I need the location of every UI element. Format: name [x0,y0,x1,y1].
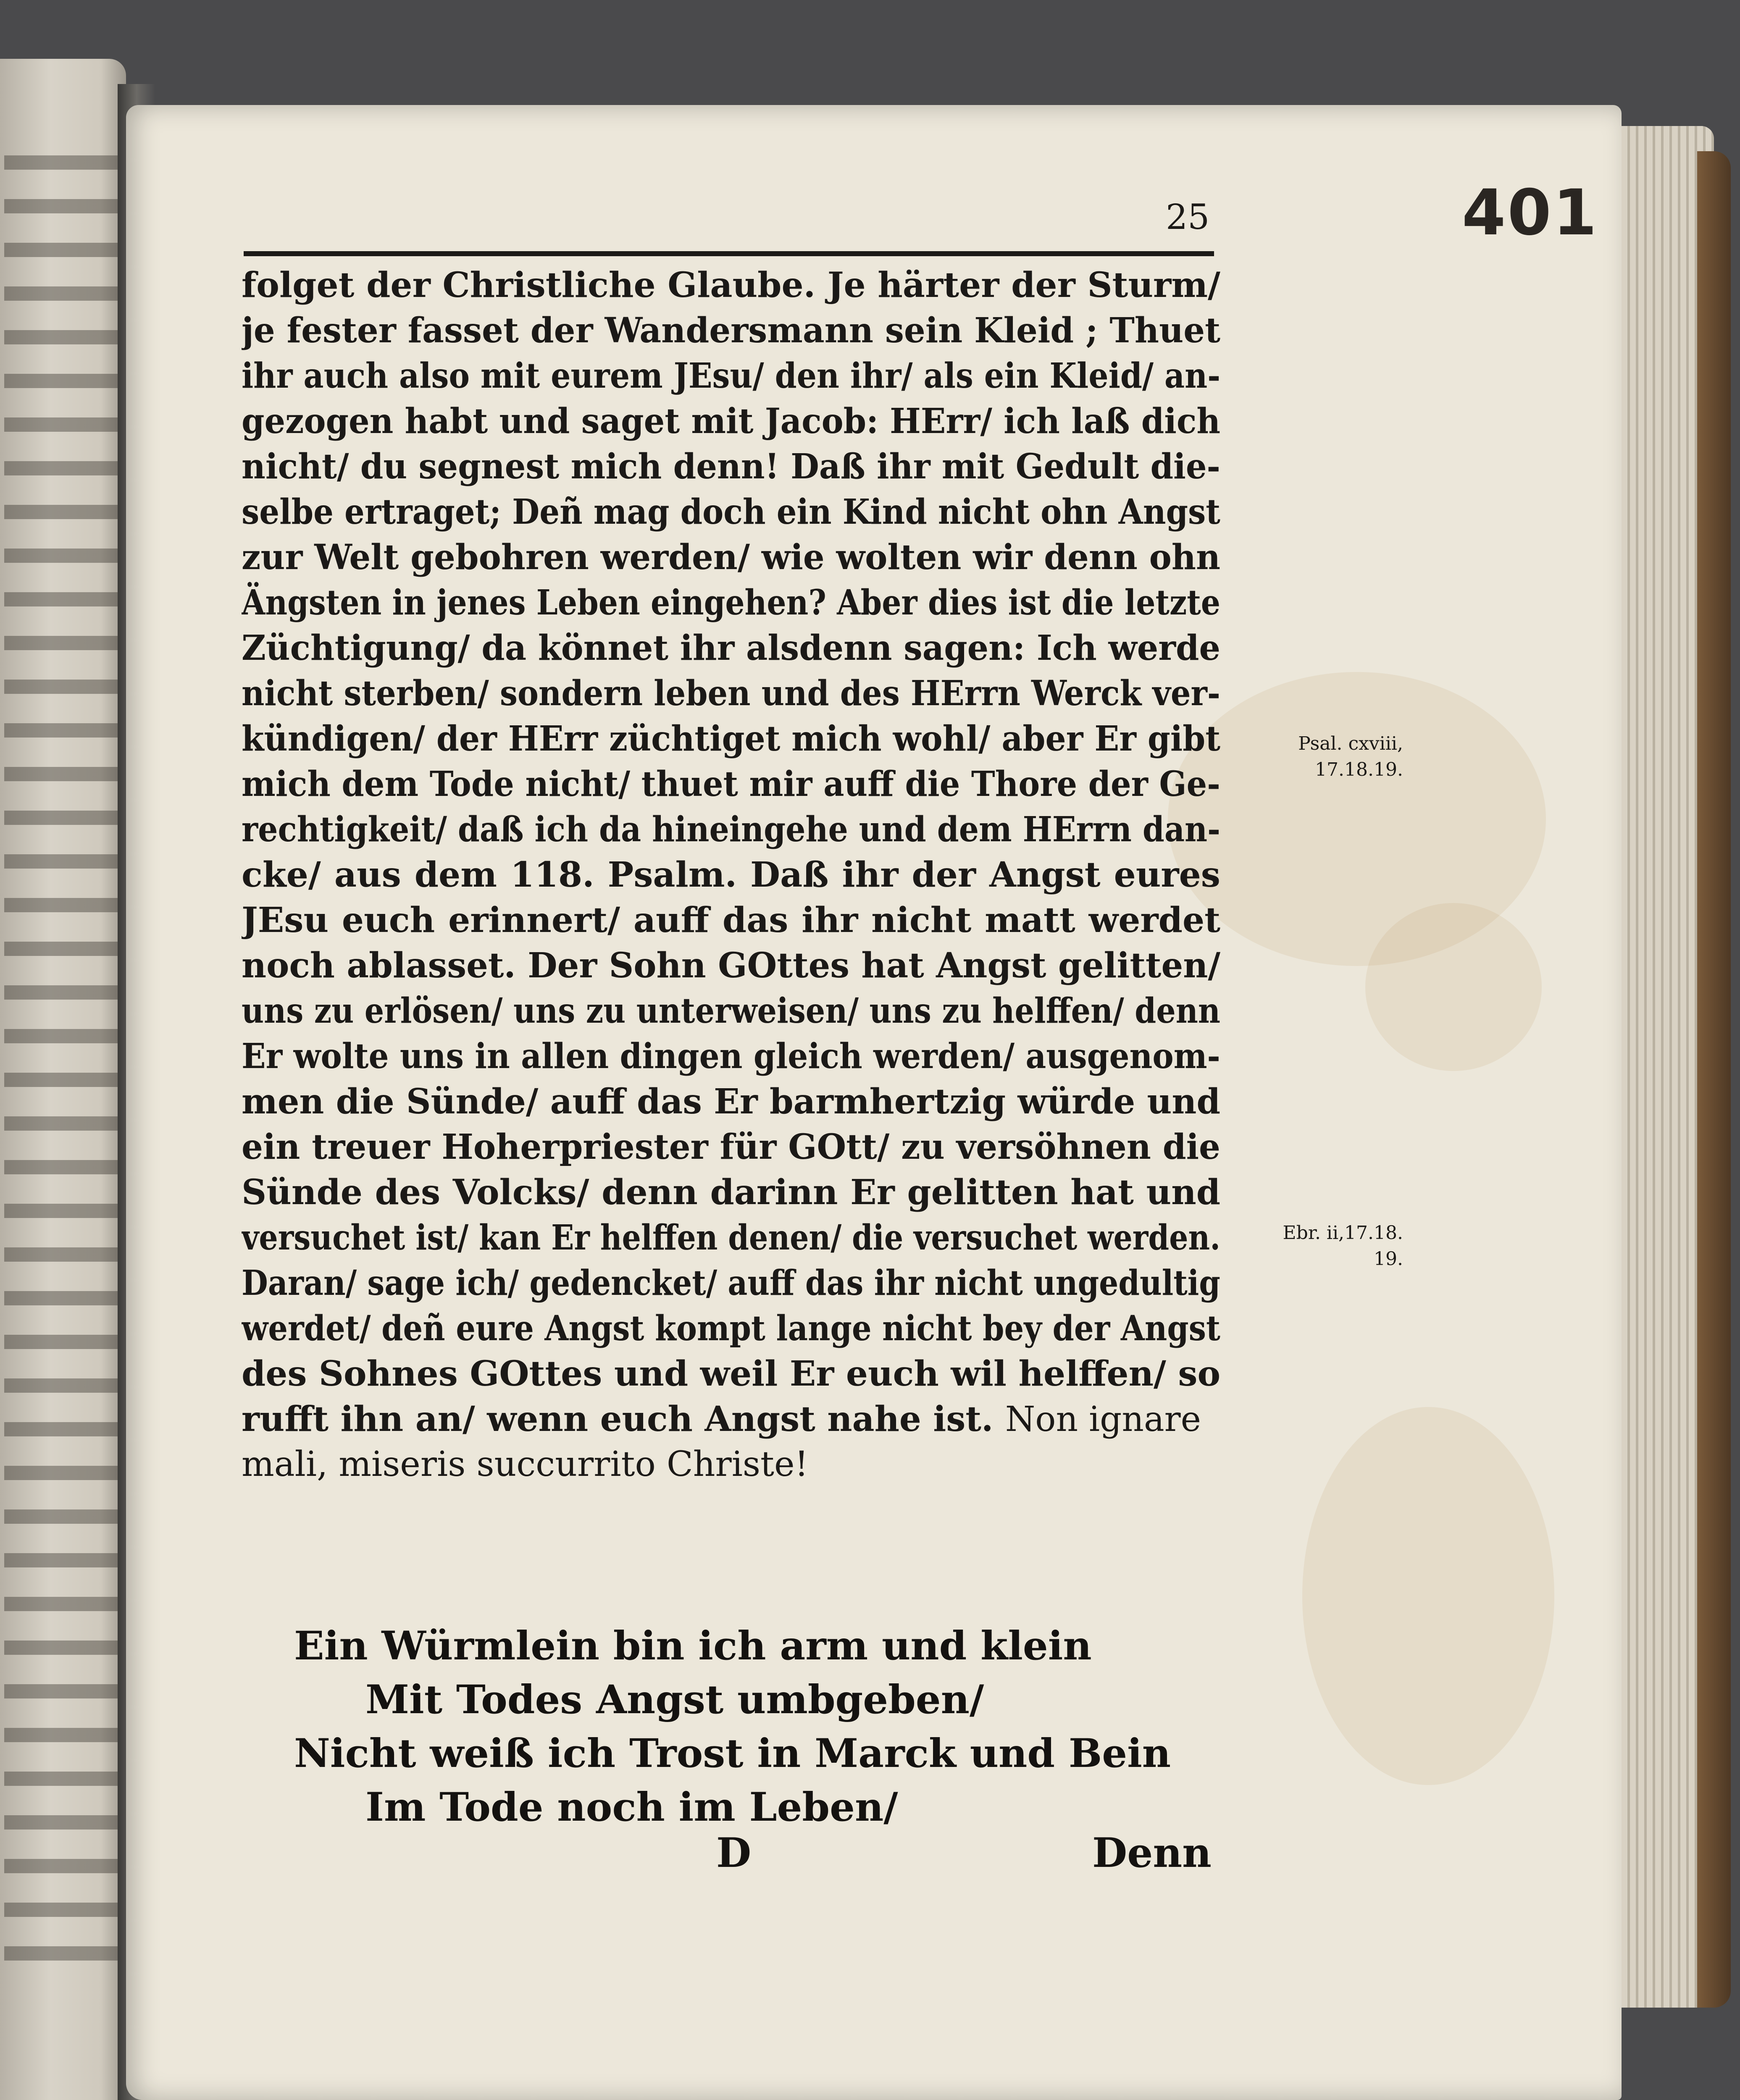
main-text-block [242,262,1220,1487]
text-line: selbe ertraget; Deñ mag doch ein Kind nicht ohn Angst [242,492,1220,532]
text-line: kündigen/ der HErr züchtiget mich wohl/ aber Er gibt [242,719,1221,759]
text-line [242,1396,1220,1442]
text-line: rechtigkeit/ daß ich da hineingehe und dem HErrn dan- [242,809,1220,850]
verse-line: Mit Todes Angst umbgeben/ [365,1677,984,1723]
text-line: mich dem Tode nicht/ thuet mir auff die Thore der Ge- [242,764,1220,804]
handwritten-folio-number: 401 [1462,176,1599,249]
text-line: Züchtigung/ da könnet ihr alsdenn sagen: Ich werde [242,628,1220,668]
text-line: gezogen habt und saget mit Jacob: HErr/ ich laß dich [242,401,1221,441]
text-line: je fester fasset der Wandersmann sein Kleid ; Thuet [242,310,1221,351]
latin-text-line: mali, miseris succurrito Christe! [242,1444,809,1484]
text-line: Daran/ sage ich/ gedencket/ auff das ihr nicht ungedultig [242,1263,1220,1303]
marginal-line: 19. [1374,1248,1403,1270]
text-line: nicht/ du segnest mich denn! Daß ihr mit Gedult die- [242,446,1220,487]
text-line: men die Sünde/ auff das Er barmhertzig würde und [242,1082,1221,1122]
marginal-line: Ebr. ii,17.18. [1283,1222,1403,1244]
text-line: nicht sterben/ sondern leben und des HErrn Werck ver- [242,673,1220,714]
header-rule [244,251,1214,256]
text-line: versuchet ist/ kan Er helffen denen/ die versuchet werden. [242,1218,1220,1258]
hymn-verse [294,1619,1218,1834]
marginal-note-hebrews [1227,1220,1403,1272]
page-number: 25 [1166,197,1210,237]
latin-phrase: Non ignare [1005,1399,1201,1439]
book-binding [1697,151,1731,2008]
text-line: JEsu euch erinnert/ auff das ihr nicht matt werdet [242,900,1220,940]
previous-page-text-edge [4,155,118,1961]
verse-line: Im Tode noch im Leben/ [365,1784,898,1830]
text-line: des Sohnes GOttes und weil Er euch wil helffen/ so [242,1354,1221,1394]
text-line: Er wolte uns in allen dingen gleich werden/ ausgenom- [242,1036,1220,1076]
previous-page [0,59,126,2100]
german-phrase: rufft ihn an/ wenn euch Angst nahe ist. [242,1399,994,1439]
verse-line: Nicht weiß ich Trost in Marck und Bein [294,1730,1171,1777]
marginal-note-psalm [1227,731,1403,783]
text-line: werdet/ deñ eure Angst kompt lange nicht bey der Angst [242,1308,1220,1349]
text-line: ihr auch also mit eurem JEsu/ den ihr/ als ein Kleid/ an- [242,356,1221,396]
signature-mark: D [716,1829,752,1877]
text-line: zur Welt gebohren werden/ wie wolten wir denn ohn [242,537,1221,578]
water-stain [1365,903,1542,1071]
text-line: uns zu erlösen/ uns zu unterweisen/ uns zu helffen/ denn [242,991,1220,1031]
text-line: Sünde des Volcks/ denn darinn Er gelitten hat und [242,1172,1220,1213]
water-stain [1302,1407,1554,1785]
catchword: Denn [1092,1829,1212,1877]
text-line: noch ablasset. Der Sohn GOttes hat Angst gelitten/ [242,945,1221,986]
text-line: Ängsten in jenes Leben eingehen? Aber dies ist die letzte [242,583,1220,623]
text-line: ein treuer Hoherpriester für GOtt/ zu versöhnen die [242,1127,1220,1167]
verse-line: Ein Würmlein bin ich arm und klein [294,1623,1092,1669]
marginal-line: 17.18.19. [1315,759,1403,780]
text-line: folget der Christliche Glaube. Je härter der Sturm/ [242,265,1220,305]
text-line: cke/ aus dem 118. Psalm. Daß ihr der Angst eures [242,855,1220,895]
marginal-line: Psal. cxviii, [1298,733,1403,754]
